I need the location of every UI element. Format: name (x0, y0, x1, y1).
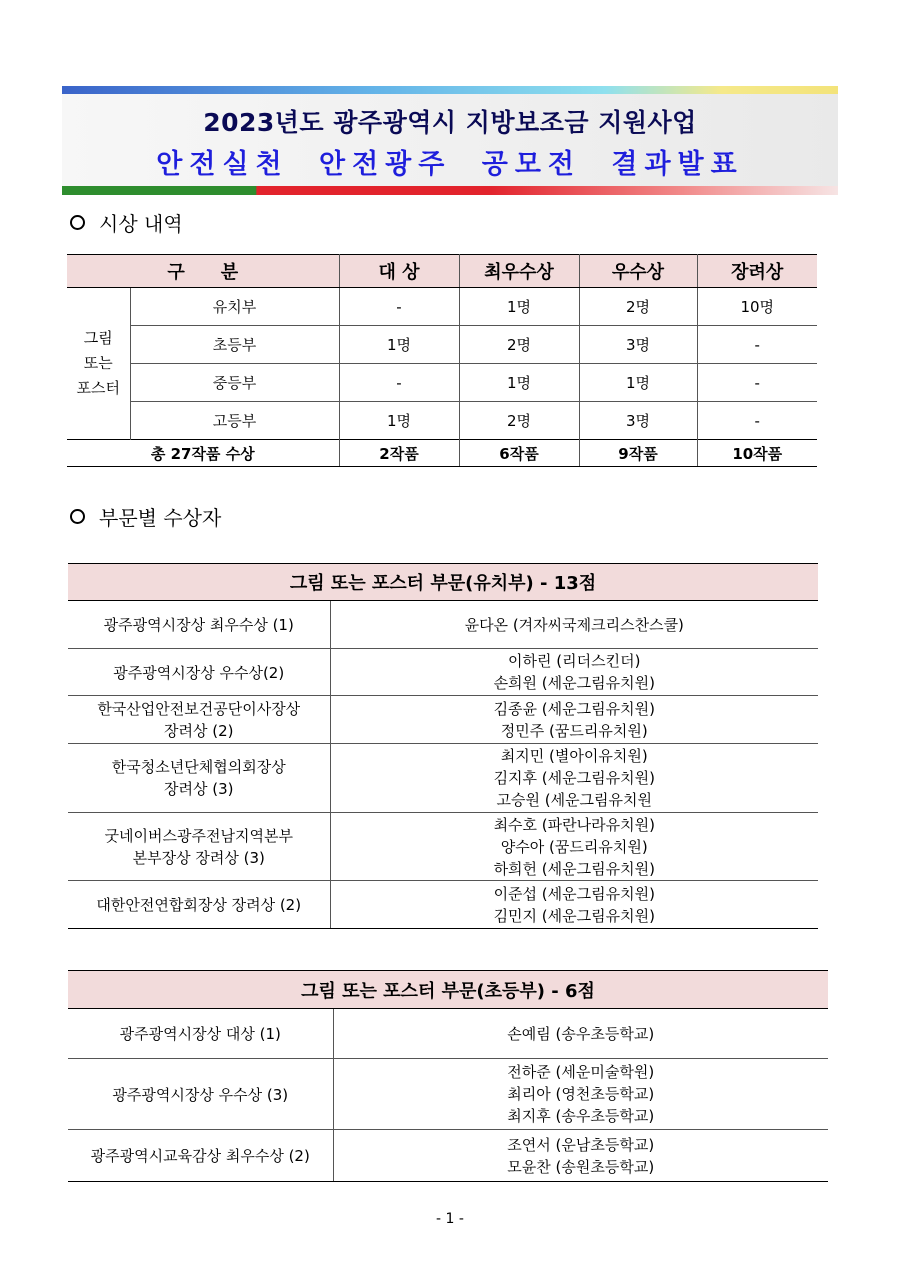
table-row (67, 364, 817, 402)
award-cell (68, 696, 330, 744)
kindergarten-winners-table (68, 563, 818, 929)
section-heading-awards-summary (70, 208, 183, 237)
award-cell (68, 1130, 333, 1182)
circle-bullet-icon (70, 215, 85, 230)
count-cell: 2명 (459, 326, 579, 364)
winners-cell (330, 649, 818, 696)
document-title: 2023년도 광주광역시 지방보조금 지원사업 (203, 108, 697, 137)
count-cell: 1명 (579, 364, 697, 402)
division-cell: 고등부 (130, 402, 339, 440)
total-cell: 6작품 (459, 440, 579, 467)
award-cell (68, 649, 330, 696)
winner-line: 최지민 (별아이유치원) (500, 747, 648, 765)
header-grand-prize: 대 상 (339, 255, 459, 288)
header-excellence: 우수상 (579, 255, 697, 288)
group-label-cell (67, 288, 130, 440)
winners-cell (333, 1009, 828, 1059)
section-heading-winners (70, 502, 221, 531)
section-heading-label: 시상 내역 (99, 212, 183, 236)
winner-line: 전하준 (세운미술학원) (507, 1063, 655, 1081)
winners-cell (330, 601, 818, 649)
award-cell (68, 601, 330, 649)
total-row (67, 440, 817, 467)
elementary-winners-table (68, 970, 828, 1182)
award-line: 장려상 (2) (164, 721, 234, 740)
winner-line: 조연서 (운남초등학교) (507, 1135, 655, 1154)
division-cell: 초등부 (130, 326, 339, 364)
winner-line: 모윤찬 (송원초등학교) (507, 1157, 655, 1176)
total-cell: 9작품 (579, 440, 697, 467)
winners-cell (330, 744, 818, 813)
division-cell: 유치부 (130, 288, 339, 326)
count-cell: 1명 (459, 364, 579, 402)
table-row (68, 1059, 828, 1130)
count-cell: 1명 (339, 402, 459, 440)
table-row (67, 326, 817, 364)
table-row (68, 1130, 828, 1182)
document-subtitle: 안전실천 안전광주 공모전 결과발표 (156, 149, 744, 180)
table-title: 그림 또는 포스터 부문(초등부) - 6점 (68, 971, 828, 1009)
count-cell: - (697, 326, 817, 364)
winner-line: 고승원 (세운그림유치원 (496, 791, 653, 809)
award-line: 광주광역시장상 우수상 (3) (112, 1085, 289, 1104)
count-cell: 3명 (579, 326, 697, 364)
count-cell: - (754, 411, 760, 430)
award-line: 광주광역시교육감상 최우수상 (2) (90, 1147, 310, 1165)
winner-line: 김종윤 (세운그림유치원) (493, 699, 655, 718)
section-heading-label: 부문별 수상자 (99, 506, 222, 530)
winner-line: 김지후 (세운그림유치원) (493, 769, 655, 787)
winner-line: 이하린 (리더스킨더) (508, 652, 641, 670)
total-cell: 10작품 (697, 440, 817, 467)
winner-line: 윤다온 (겨자씨국제크리스찬스쿨) (464, 615, 684, 634)
winners-cell (330, 813, 818, 881)
group-label-line: 그림 (83, 329, 113, 347)
table-row (68, 696, 818, 744)
winners-cell (333, 1059, 828, 1130)
title-top-stripe (62, 86, 838, 94)
winners-cell (330, 696, 818, 744)
header-encouragement: 장려상 (697, 255, 817, 288)
header-top-excellence: 최우수상 (459, 255, 579, 288)
award-cell (68, 1059, 333, 1130)
winners-cell (330, 881, 818, 929)
table-row (68, 813, 818, 881)
awards-summary-table (67, 254, 817, 467)
award-line: 광주광역시장상 최우수상 (1) (103, 616, 294, 634)
group-label-line: 포스터 (76, 379, 120, 397)
count-cell: 1명 (339, 326, 459, 364)
award-line: 장려상 (3) (164, 780, 234, 798)
count-cell: 1명 (459, 288, 579, 326)
table-row (68, 649, 818, 696)
summary-header-row (67, 255, 817, 288)
table-row (68, 1009, 828, 1059)
title-bottom-stripe (62, 186, 838, 195)
header-category: 구 분 (67, 255, 339, 288)
winner-line: 양수아 (꿈드리유치원) (500, 837, 648, 856)
winner-line: 이준섭 (세운그림유치원) (493, 884, 655, 903)
award-line: 광주광역시장상 우수상(2) (113, 663, 285, 682)
count-cell: 2명 (579, 288, 697, 326)
winners-cell (333, 1130, 828, 1182)
total-cell: 2작품 (339, 440, 459, 467)
division-cell: 중등부 (130, 364, 339, 402)
winner-line: 하희헌 (세운그림유치원) (493, 859, 655, 878)
award-line: 한국청소년단체협의회장상 (111, 758, 286, 776)
award-cell (68, 881, 330, 929)
count-cell: 3명 (579, 402, 697, 440)
page-number: - 1 - (436, 1211, 464, 1227)
circle-bullet-icon (70, 509, 85, 524)
total-label: 총 27작품 수상 (67, 440, 339, 467)
count-cell: - (339, 288, 459, 326)
winner-line: 손희원 (세운그림유치원) (493, 674, 655, 692)
award-cell (68, 813, 330, 881)
table-row (67, 288, 817, 326)
winner-line: 손예림 (송우초등학교) (507, 1024, 655, 1043)
award-cell (68, 1009, 333, 1059)
award-line: 대한안전연합회장상 장려상 (2) (96, 896, 302, 914)
table-row (68, 881, 818, 929)
winner-line: 최지후 (송우초등학교) (507, 1107, 655, 1125)
winner-line: 김민지 (세운그림유치원) (493, 906, 655, 925)
award-line: 굿네이버스광주전남지역본부 (104, 826, 293, 845)
table-title: 그림 또는 포스터 부문(유치부) - 13점 (68, 564, 818, 601)
winner-line: 정민주 (꿈드리유치원) (500, 721, 648, 740)
award-line: 광주광역시장상 대상 (1) (119, 1025, 281, 1043)
award-line: 본부장상 장려상 (3) (132, 848, 265, 867)
winner-line: 최리아 (영천초등학교) (507, 1085, 655, 1103)
count-cell: - (697, 364, 817, 402)
count-cell: - (339, 364, 459, 402)
table-row (68, 744, 818, 813)
winner-line: 최수호 (파란나라유치원) (493, 815, 655, 834)
table-row (68, 601, 818, 649)
table-row (67, 402, 817, 440)
award-cell (68, 744, 330, 813)
award-line: 한국산업안전보건공단이사장상 (97, 699, 301, 718)
group-label-line: 또는 (83, 354, 113, 372)
count-cell: 10명 (697, 288, 817, 326)
count-cell: 2명 (459, 402, 579, 440)
